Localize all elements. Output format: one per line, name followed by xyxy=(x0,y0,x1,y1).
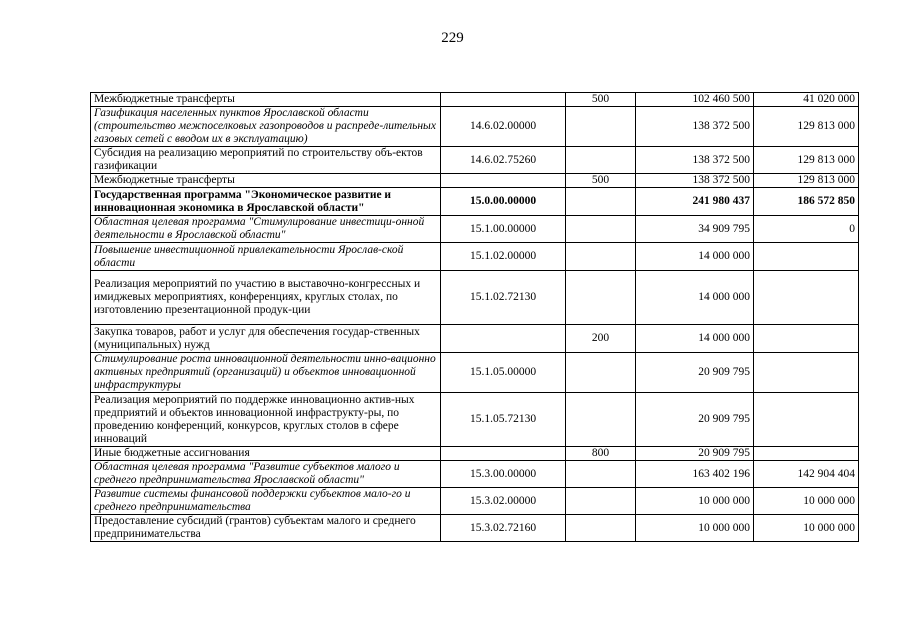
amount-year2-cell xyxy=(754,271,859,325)
target-code-cell: 15.1.05.00000 xyxy=(441,353,566,393)
table-row xyxy=(91,216,859,243)
table-row xyxy=(91,353,859,393)
target-code-cell xyxy=(441,174,566,188)
expense-type-cell xyxy=(566,216,636,243)
amount-year2-cell: 0 xyxy=(754,216,859,243)
target-code-cell: 14.6.02.75260 xyxy=(441,147,566,174)
budget-table-body xyxy=(91,93,859,542)
expense-type-cell xyxy=(566,353,636,393)
table-row xyxy=(91,461,859,488)
target-code-cell: 15.0.00.00000 xyxy=(441,188,566,216)
expense-type-cell xyxy=(566,515,636,542)
expense-type-cell: 800 xyxy=(566,447,636,461)
table-row xyxy=(91,447,859,461)
table-row xyxy=(91,393,859,447)
amount-year1-cell: 14 000 000 xyxy=(636,271,754,325)
amount-year1-cell: 138 372 500 xyxy=(636,147,754,174)
table-row xyxy=(91,271,859,325)
target-code-cell: 15.1.02.00000 xyxy=(441,243,566,271)
amount-year1-cell: 241 980 437 xyxy=(636,188,754,216)
amount-year1-cell: 138 372 500 xyxy=(636,174,754,188)
item-name-cell: Закупка товаров, работ и услуг для обеспечения государ-ственных (муниципальных) нужд xyxy=(91,325,441,353)
target-code-cell: 14.6.02.00000 xyxy=(441,107,566,147)
expense-type-cell xyxy=(566,271,636,325)
target-code-cell xyxy=(441,93,566,107)
expense-type-cell: 500 xyxy=(566,93,636,107)
amount-year1-cell: 102 460 500 xyxy=(636,93,754,107)
target-code-cell: 15.1.05.72130 xyxy=(441,393,566,447)
item-name-cell: Развитие системы финансовой поддержки субъектов мало-го и среднего предпринимательства xyxy=(91,488,441,515)
expense-type-cell xyxy=(566,107,636,147)
expense-type-cell xyxy=(566,188,636,216)
target-code-cell: 15.1.00.00000 xyxy=(441,216,566,243)
target-code-cell xyxy=(441,447,566,461)
item-name-cell: Областная целевая программа "Стимулирование инвестици-онной деятельности в Ярославской области" xyxy=(91,216,441,243)
table-row xyxy=(91,243,859,271)
target-code-cell: 15.3.02.00000 xyxy=(441,488,566,515)
amount-year2-cell: 129 813 000 xyxy=(754,174,859,188)
target-code-cell: 15.1.02.72130 xyxy=(441,271,566,325)
item-name-cell: Государственная программа "Экономическое развитие и инновационная экономика в Ярославской области" xyxy=(91,188,441,216)
item-name-cell: Газификация населенных пунктов Ярославской области (строительство межпоселковых газопроводов и распреде-лительных газовых сетей с вводом их в эксплуатацию) xyxy=(91,107,441,147)
amount-year2-cell xyxy=(754,353,859,393)
item-name-cell: Межбюджетные трансферты xyxy=(91,93,441,107)
amount-year2-cell xyxy=(754,243,859,271)
expense-type-cell xyxy=(566,147,636,174)
expense-type-cell xyxy=(566,243,636,271)
item-name-cell: Повышение инвестиционной привлекательности Ярослав-ской области xyxy=(91,243,441,271)
expense-type-cell: 200 xyxy=(566,325,636,353)
item-name-cell: Реализация мероприятий по поддержке инновационно актив-ных предприятий и объектов инновационной инфраструкту-ры, по проведению конференций, конкурсов, круглых столов в сфере инноваций xyxy=(91,393,441,447)
page-number: 229 xyxy=(441,30,464,46)
item-name-cell: Субсидия на реализацию мероприятий по строительству объ-ектов газификации xyxy=(91,147,441,174)
amount-year1-cell: 20 909 795 xyxy=(636,447,754,461)
table-row xyxy=(91,107,859,147)
expense-type-cell xyxy=(566,461,636,488)
amount-year1-cell: 20 909 795 xyxy=(636,353,754,393)
item-name-cell: Иные бюджетные ассигнования xyxy=(91,447,441,461)
budget-table xyxy=(90,92,859,542)
table-row xyxy=(91,147,859,174)
amount-year1-cell: 10 000 000 xyxy=(636,488,754,515)
expense-type-cell xyxy=(566,488,636,515)
amount-year1-cell: 34 909 795 xyxy=(636,216,754,243)
item-name-cell: Стимулирование роста инновационной деятельности инно-вационно активных предприятий (организаций) и объектов инновационной инфраструктуры xyxy=(91,353,441,393)
amount-year1-cell: 10 000 000 xyxy=(636,515,754,542)
amount-year2-cell: 129 813 000 xyxy=(754,147,859,174)
amount-year1-cell: 14 000 000 xyxy=(636,243,754,271)
target-code-cell xyxy=(441,325,566,353)
amount-year1-cell: 138 372 500 xyxy=(636,107,754,147)
amount-year2-cell: 10 000 000 xyxy=(754,488,859,515)
amount-year1-cell: 14 000 000 xyxy=(636,325,754,353)
table-row xyxy=(91,325,859,353)
amount-year2-cell xyxy=(754,393,859,447)
item-name-cell: Межбюджетные трансферты xyxy=(91,174,441,188)
amount-year2-cell xyxy=(754,325,859,353)
item-name-cell: Реализация мероприятий по участию в выставочно-конгрессных и имиджевых мероприятиях, конференциях, круглых столах, по изготовлению презентационной продук-ции xyxy=(91,271,441,325)
amount-year1-cell: 163 402 196 xyxy=(636,461,754,488)
amount-year2-cell: 186 572 850 xyxy=(754,188,859,216)
amount-year2-cell: 10 000 000 xyxy=(754,515,859,542)
amount-year2-cell: 41 020 000 xyxy=(754,93,859,107)
item-name-cell: Областная целевая программа "Развитие субъектов малого и среднего предпринимательства Ярославской области" xyxy=(91,461,441,488)
item-name-cell: Предоставление субсидий (грантов) субъектам малого и среднего предпринимательства xyxy=(91,515,441,542)
target-code-cell: 15.3.00.00000 xyxy=(441,461,566,488)
amount-year2-cell xyxy=(754,447,859,461)
table-row xyxy=(91,515,859,542)
amount-year1-cell: 20 909 795 xyxy=(636,393,754,447)
expense-type-cell: 500 xyxy=(566,174,636,188)
table-row xyxy=(91,188,859,216)
target-code-cell: 15.3.02.72160 xyxy=(441,515,566,542)
amount-year2-cell: 142 904 404 xyxy=(754,461,859,488)
amount-year2-cell: 129 813 000 xyxy=(754,107,859,147)
table-row xyxy=(91,488,859,515)
expense-type-cell xyxy=(566,393,636,447)
table-row xyxy=(91,174,859,188)
table-row xyxy=(91,93,859,107)
